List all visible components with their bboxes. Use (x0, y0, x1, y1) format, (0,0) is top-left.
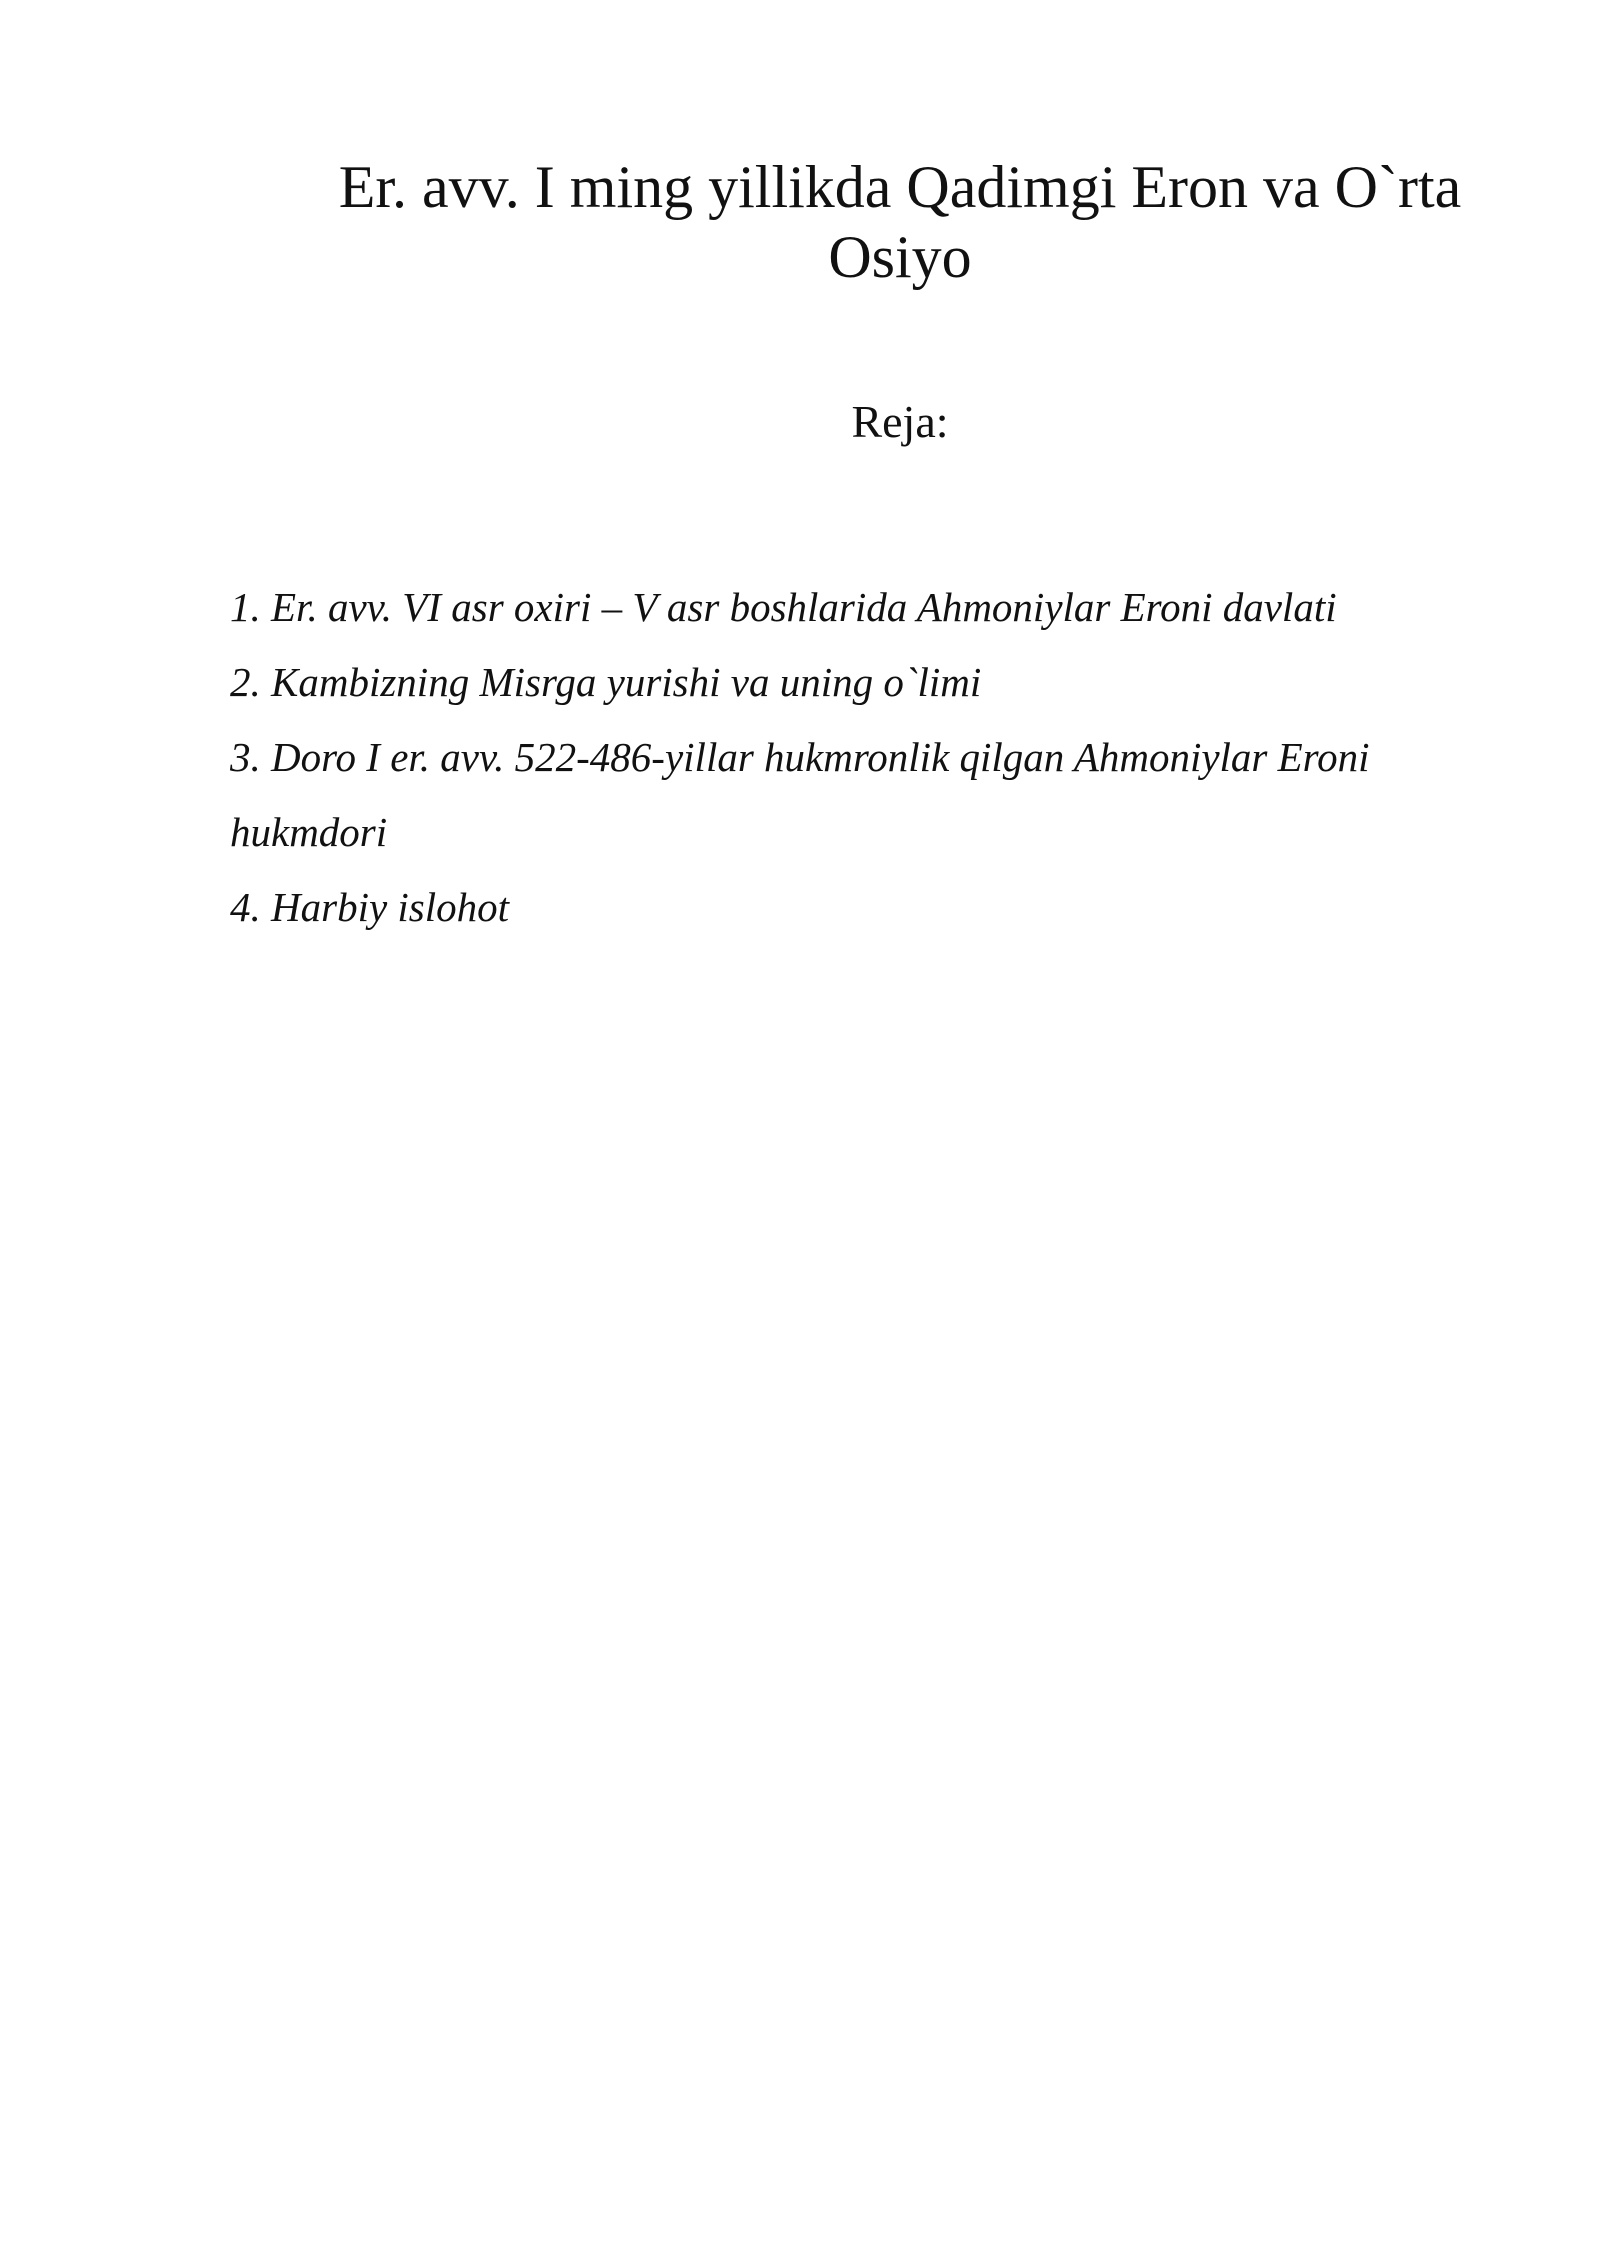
plan-heading: Reja: (851, 396, 949, 447)
plan-item-1: 1. Er. avv. VI asr oxiri – V asr boshlarida Ahmoniylar Eroni davlati (230, 584, 1337, 630)
page-title (300, 152, 1500, 292)
plan-item-4: 4. Harbiy islohot (230, 884, 510, 930)
plan-item-3: 3. Doro I er. avv. 522-486-yillar hukmronlik qilgan Ahmoniylar Eroni (230, 734, 1370, 780)
title-line-2: Osiyo (828, 224, 972, 290)
plan-item-2: 2. Kambizning Misrga yurishi va uning o`limi (230, 659, 982, 705)
plan-list (230, 570, 1490, 945)
plan-item-3-continued: hukmdori (230, 809, 388, 855)
title-line-1: Er. avv. I ming yillikda Qadimgi Eron va O`rta (338, 154, 1462, 220)
